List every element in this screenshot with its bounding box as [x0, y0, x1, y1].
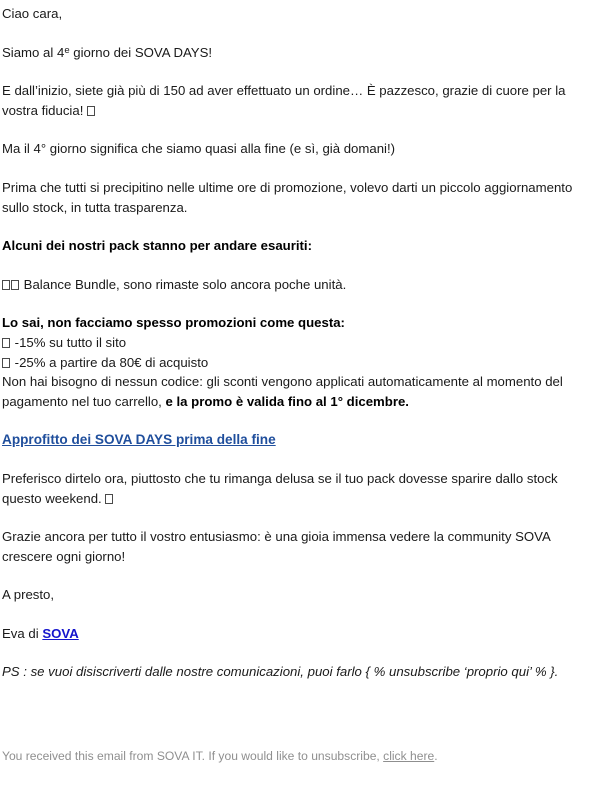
discount-item-2	[2, 353, 598, 373]
day-intro-prefix: Siamo al 4	[2, 44, 65, 60]
balance-bundle-paragraph	[2, 275, 598, 295]
stock-update-text: Prima che tutti si precipitino nelle ultime ore di promozione, volevo darti un piccolo aggiornamento sullo stock, in tutta trasparenza.	[2, 179, 573, 215]
balance-bundle-text: Balance Bundle, sono rimaste solo ancora poche unità.	[23, 276, 347, 292]
ordinal-suffix: e	[64, 44, 70, 56]
signature-paragraph	[2, 624, 598, 644]
greeting-text: Ciao cara,	[2, 6, 63, 21]
orders-paragraph	[2, 81, 598, 120]
no-code-paragraph	[2, 372, 598, 411]
heading-packs-text: Alcuni dei nostri pack stanno per andare esauriti:	[2, 238, 312, 254]
heading-promo	[2, 313, 598, 333]
unsubscribe-link[interactable]: click here	[383, 749, 435, 764]
footer-spacer	[2, 701, 598, 725]
heading-promo-text: Lo sai, non facciamo spesso promozioni come questa:	[2, 315, 345, 331]
cta-link-sova-days[interactable]: Approfitto dei SOVA DAYS prima della fine	[2, 432, 276, 448]
prefer-text: Preferisco dirtelo ora, piuttosto che tu rimanga delusa se il tuo pack dovesse sparire dallo stock questo weekend.	[2, 470, 558, 506]
greeting-paragraph	[2, 4, 598, 24]
ps-text: PS : se vuoi disiscriverti dalle nostre comunicazioni, puoi farlo { % unsubscribe ‘proprio qui’ % }.	[2, 664, 559, 680]
orders-text: E dall’inizio, siete già più di 150 ad aver effettuato un ordine… È pazzesco, grazie di cuore per la vostra fiducia!	[2, 83, 566, 118]
sign-off-paragraph	[2, 585, 598, 605]
emoji-placeholder-icon	[87, 106, 95, 116]
footer-text-before: You received this email from SOVA IT. If you would like to unsubscribe,	[2, 749, 384, 764]
promo-validity-text: e la promo è valida fino al 1° dicembre.	[161, 393, 409, 409]
almost-over-paragraph	[2, 139, 598, 159]
email-content	[2, 4, 598, 682]
emoji-placeholder-icon	[105, 494, 113, 504]
cta-paragraph	[2, 430, 598, 450]
prefer-paragraph	[2, 469, 598, 508]
sign-off-text: A presto,	[2, 587, 55, 603]
thanks-text: Grazie ancora per tutto il vostro entusiasmo: è una gioia immensa vedere la community SOVA crescere ogni giorno!	[2, 529, 551, 564]
discount-1-text: -15% su tutto il sito	[14, 334, 127, 350]
discount-2-text: -25% a partire da 80€ di acquisto	[14, 354, 209, 370]
heading-packs	[2, 236, 598, 256]
emoji-placeholder-icon	[2, 338, 10, 348]
discount-item-1	[2, 333, 598, 353]
no-code-text: Non hai bisogno di nessun codice: gli sconti vengono applicati automaticamente al momento del pagamento nel tuo carrello,	[2, 374, 563, 409]
signature-prefix-text: Eva di	[2, 625, 43, 641]
ps-paragraph	[2, 662, 598, 682]
emoji-placeholder-icon	[2, 358, 10, 368]
thanks-paragraph	[2, 527, 598, 566]
almost-over-text: Ma il 4° giorno significa che siamo quasi alla fine (e sì, già domani!)	[2, 141, 396, 157]
stock-update-paragraph	[2, 178, 598, 217]
brand-link-sova[interactable]: SOVA	[42, 625, 79, 641]
emoji-placeholder-icon	[2, 280, 10, 290]
footer-text-after: .	[434, 749, 438, 764]
emoji-placeholder-icon	[11, 280, 19, 290]
day-intro-paragraph	[2, 43, 598, 63]
day-intro-suffix: giorno dei SOVA DAYS!	[69, 44, 213, 60]
email-footer	[2, 747, 598, 765]
